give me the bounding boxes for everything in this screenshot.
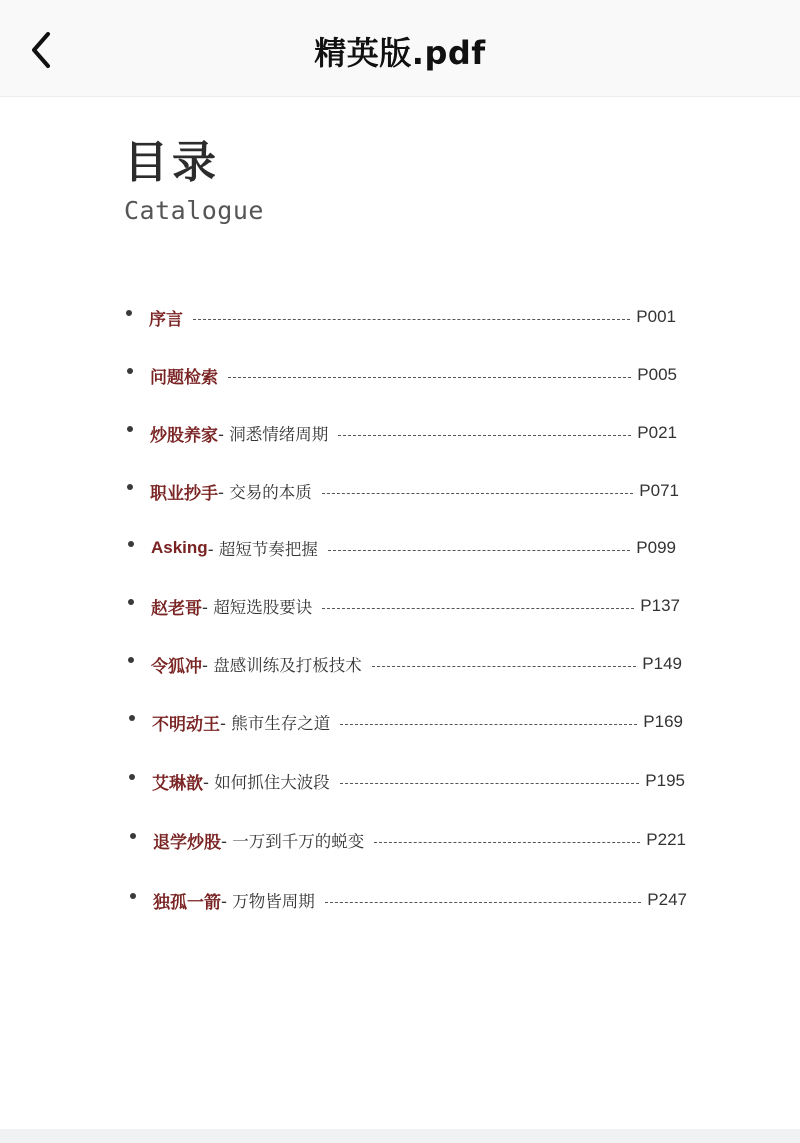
bullet-icon <box>126 310 132 316</box>
bullet-icon <box>127 426 133 432</box>
toc-entry[interactable] <box>128 649 682 679</box>
dotted-leader <box>340 783 640 784</box>
toc-entry-name: 炒股养家 <box>150 425 218 446</box>
dotted-leader <box>322 493 634 494</box>
toc-entry-name: 独孤一箭 <box>153 892 221 913</box>
dotted-leader <box>325 902 642 903</box>
toc-entry-page: P221 <box>646 830 686 849</box>
toc-entry-page: P001 <box>636 307 676 326</box>
bullet-icon <box>127 484 133 490</box>
toc-entry[interactable] <box>128 591 680 621</box>
dotted-leader <box>374 842 640 843</box>
toc-entry-name: 艾琳歆 <box>152 773 203 794</box>
dotted-leader <box>193 319 630 320</box>
toc-entry-description: - 洞悉情绪周期 <box>218 425 329 444</box>
bullet-icon <box>128 657 134 663</box>
bullet-icon <box>128 599 134 605</box>
toc-entry[interactable] <box>130 885 687 915</box>
document-title: 精英版.pdf <box>314 34 486 72</box>
toc-entry[interactable] <box>127 360 677 390</box>
toc-entry[interactable] <box>127 476 679 506</box>
bullet-icon <box>128 541 134 547</box>
page-heading: 目录 <box>124 137 220 188</box>
toc-entry[interactable] <box>130 825 686 855</box>
toc-entry[interactable] <box>129 766 685 796</box>
toc-entry-name: 问题检索 <box>150 367 218 388</box>
toc-entry-description: - 盘感训练及打板技术 <box>202 656 362 675</box>
toc-entry-page: P169 <box>643 712 683 731</box>
toc-entry-description: - 万物皆周期 <box>221 892 315 911</box>
bullet-icon <box>130 893 136 899</box>
bullet-icon <box>129 715 135 721</box>
toc-entry-page: P149 <box>642 654 682 673</box>
toc-entry-name: 序言 <box>149 309 183 330</box>
toc-entry-page: P071 <box>639 481 679 500</box>
toc-entry[interactable] <box>128 533 676 563</box>
bottom-bar <box>0 1129 800 1143</box>
page-subheading: Catalogue <box>124 196 264 225</box>
dotted-leader <box>228 377 631 378</box>
toc-entry-page: P247 <box>647 890 687 909</box>
toc-entry-page: P195 <box>645 771 685 790</box>
toc-entry-description: - 超短选股要诀 <box>202 598 313 617</box>
bullet-icon <box>127 368 133 374</box>
dotted-leader <box>338 435 631 436</box>
toc-entry-description: - 如何抓住大波段 <box>203 773 330 792</box>
bullet-icon <box>129 774 135 780</box>
toc-entry-name: 不明动王 <box>152 714 220 735</box>
dotted-leader <box>340 724 637 725</box>
toc-entry-page: P005 <box>637 365 677 384</box>
toc-entry[interactable] <box>127 418 677 448</box>
toc-entry-name: 赵老哥 <box>151 598 202 619</box>
toc-entry-name: Asking <box>151 538 208 557</box>
toc-entry-description: - 熊市生存之道 <box>220 714 331 733</box>
toc-entry-name: 职业抄手 <box>150 483 218 504</box>
bullet-icon <box>130 833 136 839</box>
toc-entry-page: P099 <box>636 538 676 557</box>
toc-entry-name: 退学炒股 <box>153 832 221 853</box>
toc-entry-description: - 超短节奏把握 <box>207 540 318 559</box>
dotted-leader <box>328 550 630 551</box>
toc-entry-description: - 一万到千万的蜕变 <box>221 832 365 851</box>
toc-entry-description: - 交易的本质 <box>218 483 312 502</box>
dotted-leader <box>372 666 637 667</box>
toc-entry[interactable] <box>126 302 676 332</box>
dotted-leader <box>322 608 634 609</box>
toc-entry-page: P021 <box>637 423 677 442</box>
toc-entry-name: 令狐冲 <box>151 656 202 677</box>
toc-entry[interactable] <box>129 707 683 737</box>
toc-entry-page: P137 <box>640 596 680 615</box>
